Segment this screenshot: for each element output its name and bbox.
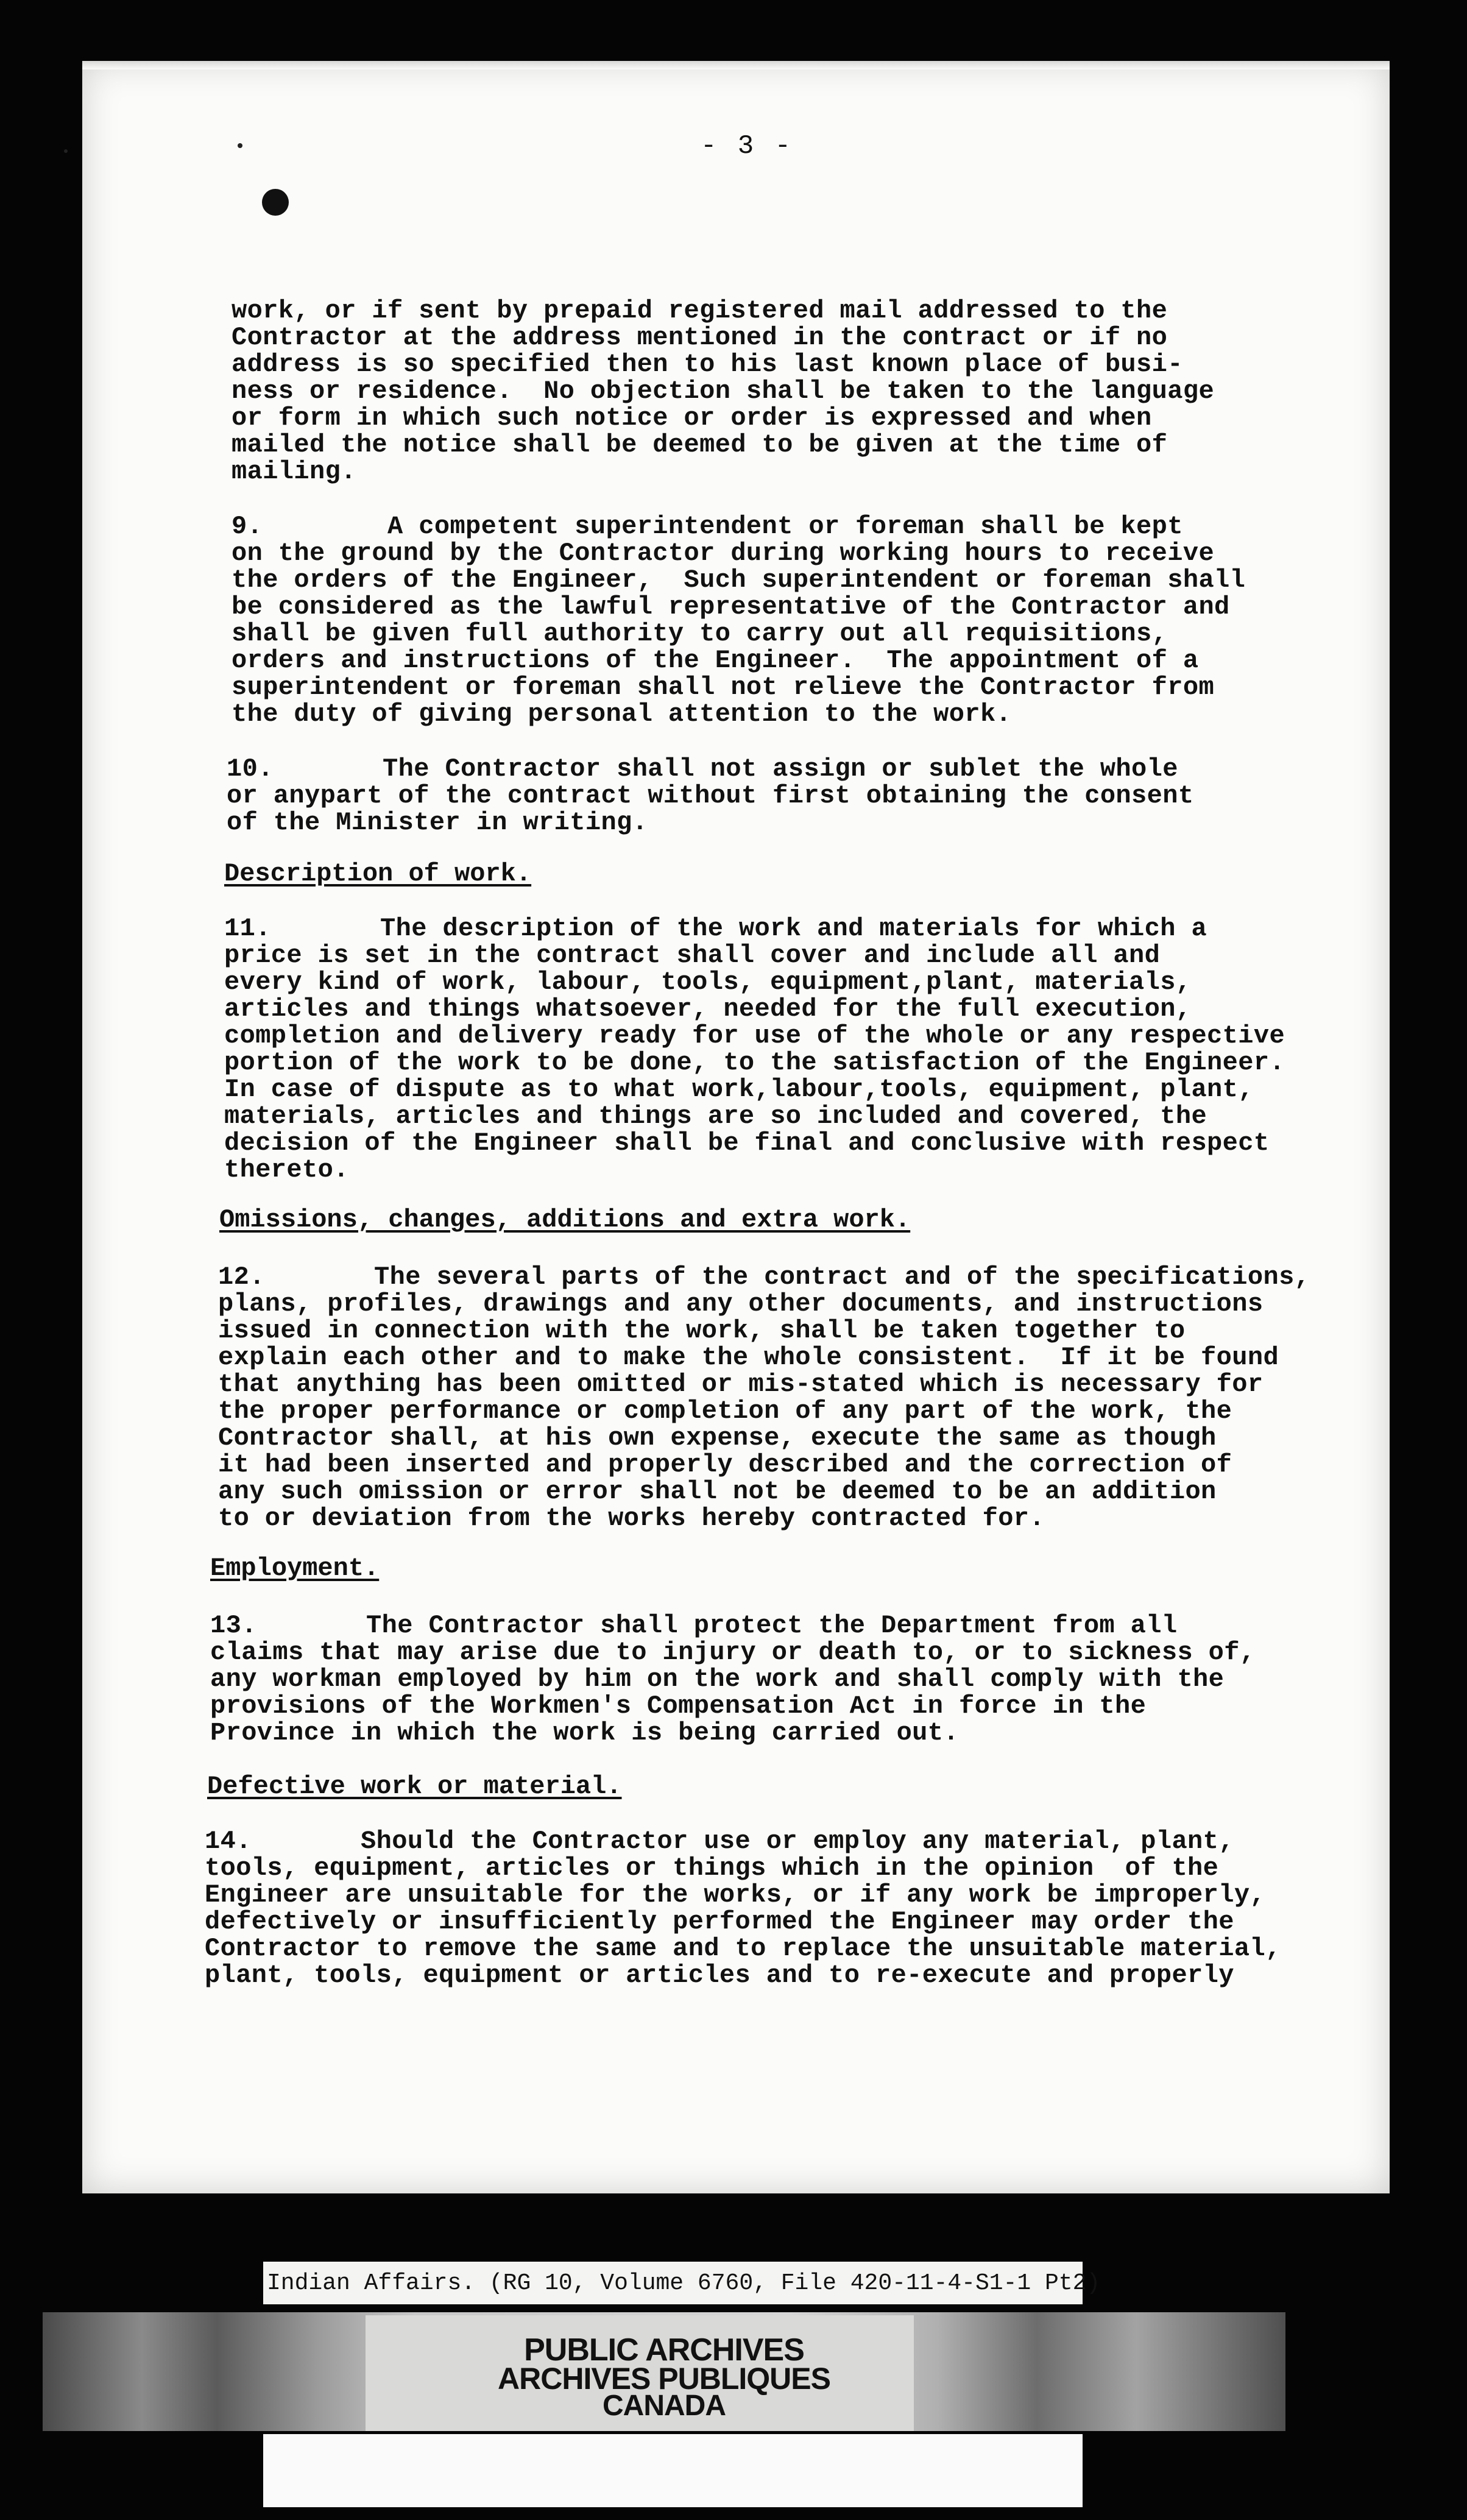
- text-line: it had been inserted and properly described and the correction of: [218, 1450, 1232, 1479]
- text-line: plant, tools, equipment or articles and to re-execute and properly: [205, 1961, 1234, 1990]
- stamp-line-public-archives: PUBLIC ARCHIVES: [524, 2332, 804, 2368]
- text-line: mailing.: [232, 457, 356, 486]
- film-speck: [238, 143, 242, 148]
- text-line: plans, profiles, drawings and any other documents, and instructions: [218, 1289, 1264, 1318]
- stamp-line-archives-publiques: ARCHIVES PUBLIQUES: [498, 2362, 830, 2396]
- text-line: mailed the notice shall be deemed to be given at the time of: [232, 430, 1168, 459]
- text-line: or anypart of the contract without first obtaining the consent: [227, 781, 1194, 810]
- text-line: work, or if sent by prepaid registered mail addressed to the: [232, 296, 1168, 325]
- text-line: shall be given full authority to carry out all requisitions,: [232, 619, 1168, 648]
- text-line: articles and things whatsoever, needed for the full execution,: [224, 994, 1192, 1024]
- text-line: thereto.: [224, 1155, 349, 1184]
- text-line: 11. The description of the work and materials for which a: [224, 914, 1207, 943]
- text-line: 13. The Contractor shall protect the Department from all: [210, 1611, 1178, 1640]
- text-line: address is so specified then to his last known place of busi-: [232, 350, 1183, 379]
- text-line: Contractor at the address mentioned in the contract or if no: [232, 323, 1168, 352]
- archive-reference-caption: Indian Affairs. (RG 10, Volume 6760, File 420-11-4-S1-1 Pt2): [267, 2270, 1101, 2296]
- text-line: provisions of the Workmen's Compensation Act in force in the: [210, 1691, 1147, 1721]
- text-line: In case of dispute as to what work,labour,tools, equipment, plant,: [224, 1075, 1254, 1104]
- text-line: decision of the Engineer shall be final and conclusive with respect: [224, 1128, 1270, 1158]
- text-line: the duty of giving personal attention to the work.: [232, 699, 1012, 729]
- punch-hole-mark: [262, 189, 289, 216]
- text-line: superintendent or foreman shall not relieve the Contractor from: [232, 673, 1215, 702]
- text-line: completion and delivery ready for use of the whole or any respective: [224, 1021, 1285, 1050]
- text-line: defectively or insufficiently performed the Engineer may order the: [205, 1907, 1234, 1936]
- text-line: of the Minister in writing.: [227, 808, 648, 837]
- text-line: ness or residence. No objection shall be taken to the language: [232, 377, 1215, 406]
- text-line: materials, articles and things are so included and covered, the: [224, 1102, 1207, 1131]
- text-line: the orders of the Engineer, Such superintendent or foreman shall: [232, 565, 1246, 595]
- text-line: 14. Should the Contractor use or employ any material, plant,: [205, 1827, 1234, 1856]
- text-line: portion of the work to be done, to the satisfaction of the Engineer.: [224, 1048, 1285, 1077]
- page-number: - 3 -: [701, 131, 794, 161]
- text-line: every kind of work, labour, tools, equipment,plant, materials,: [224, 968, 1192, 997]
- text-line: orders and instructions of the Engineer. The appointment of a: [232, 646, 1199, 675]
- film-frame-strip: [263, 2434, 1083, 2507]
- section-heading-defective: Defective work or material.: [207, 1772, 622, 1801]
- stamp-line-canada: CANADA: [603, 2390, 726, 2422]
- text-line: Contractor to remove the same and to replace the unsuitable material,: [205, 1934, 1281, 1963]
- text-line: the proper performance or completion of any part of the work, the: [218, 1396, 1232, 1426]
- text-line: that anything has been omitted or mis-stated which is necessary for: [218, 1370, 1264, 1399]
- text-line: 9. A competent superintendent or foreman shall be kept: [232, 512, 1183, 541]
- text-line: claims that may arise due to injury or death to, or to sickness of,: [210, 1638, 1256, 1667]
- text-line: Engineer are unsuitable for the works, or if any work be improperly,: [205, 1880, 1266, 1909]
- text-line: price is set in the contract shall cover and include all and: [224, 941, 1161, 970]
- section-heading-employment: Employment.: [210, 1554, 380, 1583]
- text-line: be considered as the lawful representative of the Contractor and: [232, 592, 1230, 621]
- text-line: to or deviation from the works hereby contracted for.: [218, 1504, 1045, 1533]
- text-line: any workman employed by him on the work and shall comply with the: [210, 1665, 1225, 1694]
- text-line: Contractor shall, at his own expense, execute the same as though: [218, 1423, 1217, 1453]
- text-line: any such omission or error shall not be deemed to be an addition: [218, 1477, 1217, 1506]
- text-line: tools, equipment, articles or things which in the opinion of the: [205, 1853, 1219, 1883]
- text-line: issued in connection with the work, shall be taken together to: [218, 1316, 1186, 1345]
- text-line: 12. The several parts of the contract and of the specifications,: [218, 1262, 1310, 1292]
- text-line: Province in which the work is being carried out.: [210, 1718, 959, 1747]
- film-speck: [64, 149, 68, 153]
- section-heading-omissions: Omissions, changes, additions and extra work.: [219, 1205, 911, 1234]
- text-line: 10. The Contractor shall not assign or sublet the whole: [227, 754, 1178, 784]
- text-line: or form in which such notice or order is expressed and when: [232, 403, 1152, 433]
- section-heading-description: Description of work.: [224, 859, 532, 888]
- text-line: explain each other and to make the whole consistent. If it be found: [218, 1343, 1279, 1372]
- text-line: on the ground by the Contractor during working hours to receive: [232, 539, 1215, 568]
